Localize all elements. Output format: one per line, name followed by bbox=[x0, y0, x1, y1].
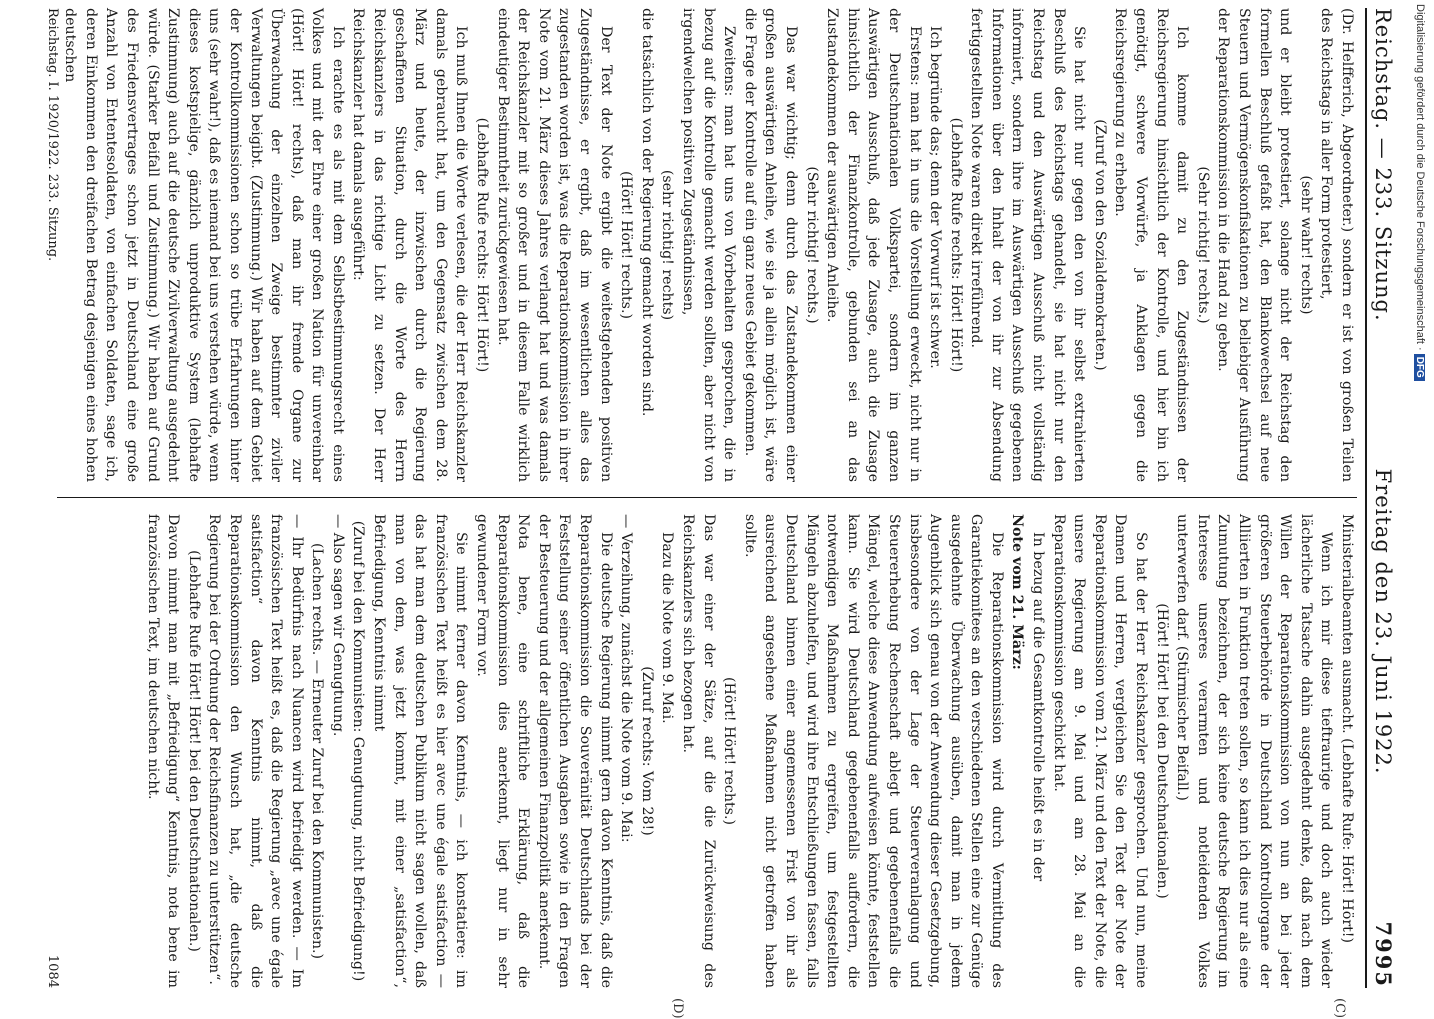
paragraph: (Zuruf bei den Kommunisten: Genugtuung, nicht Befriedigung!) bbox=[350, 520, 367, 982]
dfg-logo: DFG bbox=[1414, 354, 1425, 381]
rotated-page bbox=[35, 8, 1405, 1019]
paragraph: (sehr richtig! rechts) bbox=[659, 169, 676, 321]
paragraph: (Zuruf von den Sozialdemokraten.) bbox=[1091, 119, 1108, 371]
paragraph: Ich komme damit zu den Zugeständnissen der Reichsregierung hinsichtlich der Kontrolle, und hier bin ich genötigt, schwere Vorwürfe, ja Anklagen gegen die Reichsregierung zu erheben. bbox=[1112, 8, 1191, 482]
paragraph: (Zuruf rechts: Vom 28!) bbox=[638, 666, 655, 836]
running-head bbox=[1365, 8, 1405, 988]
paragraph: In bezug auf die Gesamtkontrolle heißt es in der bbox=[1030, 532, 1047, 882]
paragraph: Das war einer der Sätze, auf die die Zurückweisung des Reichskanzlers sich bezogen hat. bbox=[680, 514, 717, 988]
paragraph: Wenn ich mir diese tieftraurige und doch auch wieder lächerliche Tatsache dahin ausgedehnt denke, daß nach dem Willen der Reparationskommission von nun an bei jeder größeren Steuerbehörde in Deutschland Kontrollorgane der Alliierten in Funktion treten sollen, so kann ich dies nur als eine Zumutung bezeichnen, der sich keine deutsche Regierung im Interesse unseres verarmten und notleidenden Volkes unterwerfen darf. (Stürmischer Beifall.) bbox=[1174, 514, 1335, 988]
footer-left: Reichstag. I. 1920/1922. 233. Sitzung. bbox=[45, 8, 60, 262]
digitization-credit bbox=[1412, 4, 1432, 996]
text-columns bbox=[57, 8, 1357, 988]
footer-page-number: 1084 bbox=[45, 954, 60, 988]
paragraph: Sie nimmt ferner davon Kenntnis, — ich konstatiere: im französischen Text heißt es hier avec une égale satisfaction — das hat man dem deutschen Publikum nicht sagen wollen, daß man von dem, was jetzt kommt, mit einer „satisfaction“, Befriedigung, Kenntnis nimmt bbox=[371, 514, 470, 988]
column-divider bbox=[57, 497, 1357, 498]
paragraph: Nota bene, eine schriftliche Erklärung, daß die Reparationskommission dies anerkennt, liegt nur in sehr gewundener Form vor. bbox=[474, 514, 532, 988]
page-number: 7995 bbox=[1371, 921, 1396, 988]
paragraph: Dazu die Note vom 9. Mai. bbox=[659, 532, 676, 724]
header-date: Freitag den 23. Juni 1922. bbox=[1371, 468, 1395, 775]
paragraph: Die Reparationskommission wird durch Vermittlung des Garantiekomitees an den verschiedenen Stellen eine zur Genüge ausgedehnte Überwachung ausüben, damit man in jedem Augenblick sich genau von der Anwendung dieser Gesetzgebung, insbesondere von der Lage der Steuerveranlagung und Steuererhebung Rechenschaft ablegt und gegebenenfalls die Mängel, welche diese Anwendung aufweisen könnte, feststellen kann. Sie wird Deutschland gegebenenfalls auffordern, die notwendigen Maßnahmen zu ergreifen, um festgestellten Mängeln abzuhelfen, und wird ihre Entschließungen fassen, falls Deutschland binnen einer angemessenen Frist von ihr als ausreichend angesehene Maßnahmen nicht getroffen haben sollte. bbox=[741, 514, 1005, 988]
margin-letter-c: (C) bbox=[1332, 998, 1347, 1019]
left-column bbox=[57, 8, 1357, 482]
paragraph: So hat der Herr Reichskanzler gesprochen. Und nun, meine Damen und Herren, vergleichen Sie den Text der Note der Reparationskommission vom 21. März und den Text der Note, die unsere Regierung am 9. Mai und am 28. Mai an die Reparationskommission geschickt hat. bbox=[1050, 514, 1150, 988]
paragraph: (Lebhafte Rufe rechts: Hört! Hört!) bbox=[474, 117, 491, 373]
paragraph: (Lachen rechts. — Erneuter Zuruf bei den Kommunisten.) bbox=[309, 542, 326, 960]
paragraph: Note vom 21. März: bbox=[1009, 514, 1026, 670]
paragraph: Ministerialbeamten ausmacht. (Lebhafte Rufe: Hört! Hört!) bbox=[1339, 514, 1355, 944]
paragraph: Sie hat nicht nur gegen den von ihr selbst extrahierten Beschluß des Reichstags gehandelt, sie hat nicht nur den Reichstag und den Auswärtigen Ausschuß nicht vollständig informiert, sondern ihre im Auswärtigen Ausschuß gegebenen Informationen über den Inhalt der von ihr zur Absendung fertiggestellten Note waren direkt irreführend. bbox=[968, 8, 1088, 482]
paragraph: (Lebhafte Rufe Hört! Hört! bei den Deutschnationalen.) bbox=[185, 550, 202, 952]
margin-letter-d: (D) bbox=[670, 998, 685, 1019]
paragraph: — Verzeihung, zunächst die Note vom 9. Mai: bbox=[618, 514, 635, 843]
paragraph: Ich erachte es als mit dem Selbstbestimmungsrecht eines Volkes und mit der Ehre einer großen Nation für unvereinbar (Hört! Hört! rechts), daß man ihr fremde Organe zur Überwachung der einzelnen Zweige bestimmter ziviler Verwaltungen beigibt. (Zustimmung.) Wir haben auf dem Gebiet der Kontrollkommissionen schon so trübe Erfahrungen hinter uns (sehr wahr!), daß es niemand bei uns verstehen würde, wenn dieses kostspielige, gänzlich unproduktive System (lebhafte Zustimmung) auch auf die deutsche Zivilverwaltung ausgedehnt würde. (Starker Beifall und Zustimmung.) Wir haben auf Grund des Friedensvertrages schon jetzt in Deutschland eine große Anzahl von Ententesoldaten, von einfachen Soldaten, sage ich, deren Einkommen den dreifachen Betrag desjenigen eines hohen deutschen bbox=[62, 8, 346, 482]
paragraph: (sehr wahr! rechts) bbox=[1297, 175, 1314, 315]
paragraph: (Sehr richtig! rechts.) bbox=[803, 166, 820, 324]
paragraph: die tatsächlich von der Regierung gemacht worden sind. bbox=[638, 8, 655, 417]
paragraph: Davon nimmt man mit „Befriedigung“ Kenntnis, nota bene im französischen Text, im deutschen nicht. bbox=[144, 514, 182, 988]
paragraph: Erstens: man hat in uns die Vorstellung erweckt, nicht nur in der Deutschnationalen Volkspartei, sondern im ganzen Auswärtigen Ausschuß, daß jede Zusage, auch die Zusage hinsichtlich der Finanzkontrolle, gebunden sei an das Zustandekommen der auswärtigen Anleihe. bbox=[824, 8, 923, 482]
paragraph: Ich begründe das; denn der Vorwurf ist schwer. bbox=[927, 26, 944, 369]
paragraph: (Hört! Hört! rechts.) bbox=[618, 170, 635, 320]
paragraph: Ich muß Ihnen die Worte verlesen, die der Herr Reichskanzler damals gebraucht hat, um den Gegensatz zwischen dem 28. März und heute, der inzwischen durch die Regierung geschaffenen Situation, durch die Worte des Herrn Reichskanzlers in das richtige Licht zu setzen. Der Herr Reichskanzler hat damals ausgeführt: bbox=[350, 8, 470, 482]
paragraph: (Lebhafte Rufe rechts: Hört! Hört!) bbox=[947, 117, 964, 373]
paragraph: und er bleibt protestiert, solange nicht der Reichstag den formellen Beschluß gefaßt hat, den Blankowechsel auf neue Steuern und Vermögenskonfiskationen zu beliebiger Ausführung der Reparationskommission in die Hand zu geben. bbox=[1215, 8, 1294, 482]
paragraph: — Ihr Bedürfnis nach Nuancen wird befriedigt werden. — Im französischen Text heißt es, daß die Regierung „avec une égale satisfaction“ davon Kenntnis nimmt, daß die Reparationskommission den Wunsch hat, „die deutsche Regierung bei der Ordnung der Reichsfinanzen zu unterstützen“. bbox=[206, 514, 305, 988]
credit-text: Digitalisierung gefördert durch die Deutsche Forschungsgemeinschaft · bbox=[1414, 4, 1426, 351]
paragraph: (Sehr richtig! rechts.) bbox=[1194, 166, 1211, 324]
paragraph: Zweitens: man hat uns von Vorbehalten gesprochen, die in bezug auf die Kontrolle gemacht werden sollten, aber nicht von irgendwelchen positiven Zugeständnissen, bbox=[680, 8, 738, 482]
paragraph: — Also sagen wir Genugtuung. bbox=[329, 514, 346, 737]
paragraph: (Hört! Hört! rechts.) bbox=[721, 676, 738, 826]
paragraph: (Dr. Helfferich, Abgeordneter.) sondern er ist von großen Teilen des Reichstags in aller Form protestiert, bbox=[1318, 8, 1355, 482]
right-column bbox=[57, 514, 1357, 988]
header-left: Reichstag. — 233. Sitzung. bbox=[1371, 8, 1395, 322]
paragraph: Der Text der Note ergibt die weitestgehenden positiven Zugeständnisse, er ergibt, daß im wesentlichen alles das zugestanden worden ist, was die Reparationskommission in ihrer Note vom 21. März dieses Jahres verlangt hat und was damals der Reichskanzler mit so großer und in diesem Falle wirklich eindeutiger Bestimmtheit zurückgewiesen hat. bbox=[494, 8, 614, 482]
paragraph: (Hört! Hört! bei den Deutschnationalen.) bbox=[1153, 603, 1170, 899]
paragraph: Das war wichtig; denn durch das Zustandekommen einer großen auswärtigen Anleihe, wie sie ja allein möglich ist, wäre die Frage der Kontrolle auf ein ganz neues Gebiet gekommen. bbox=[741, 8, 799, 482]
paragraph: Die deutsche Regierung nimmt gern davon Kenntnis, daß die Reparationskommission die Souveränität Deutschlands bei der Feststellung seiner öffentlichen Ausgaben sowie in den Fragen der Besteuerung und der allgemeinen Finanzpolitik anerkennt. bbox=[535, 514, 614, 988]
